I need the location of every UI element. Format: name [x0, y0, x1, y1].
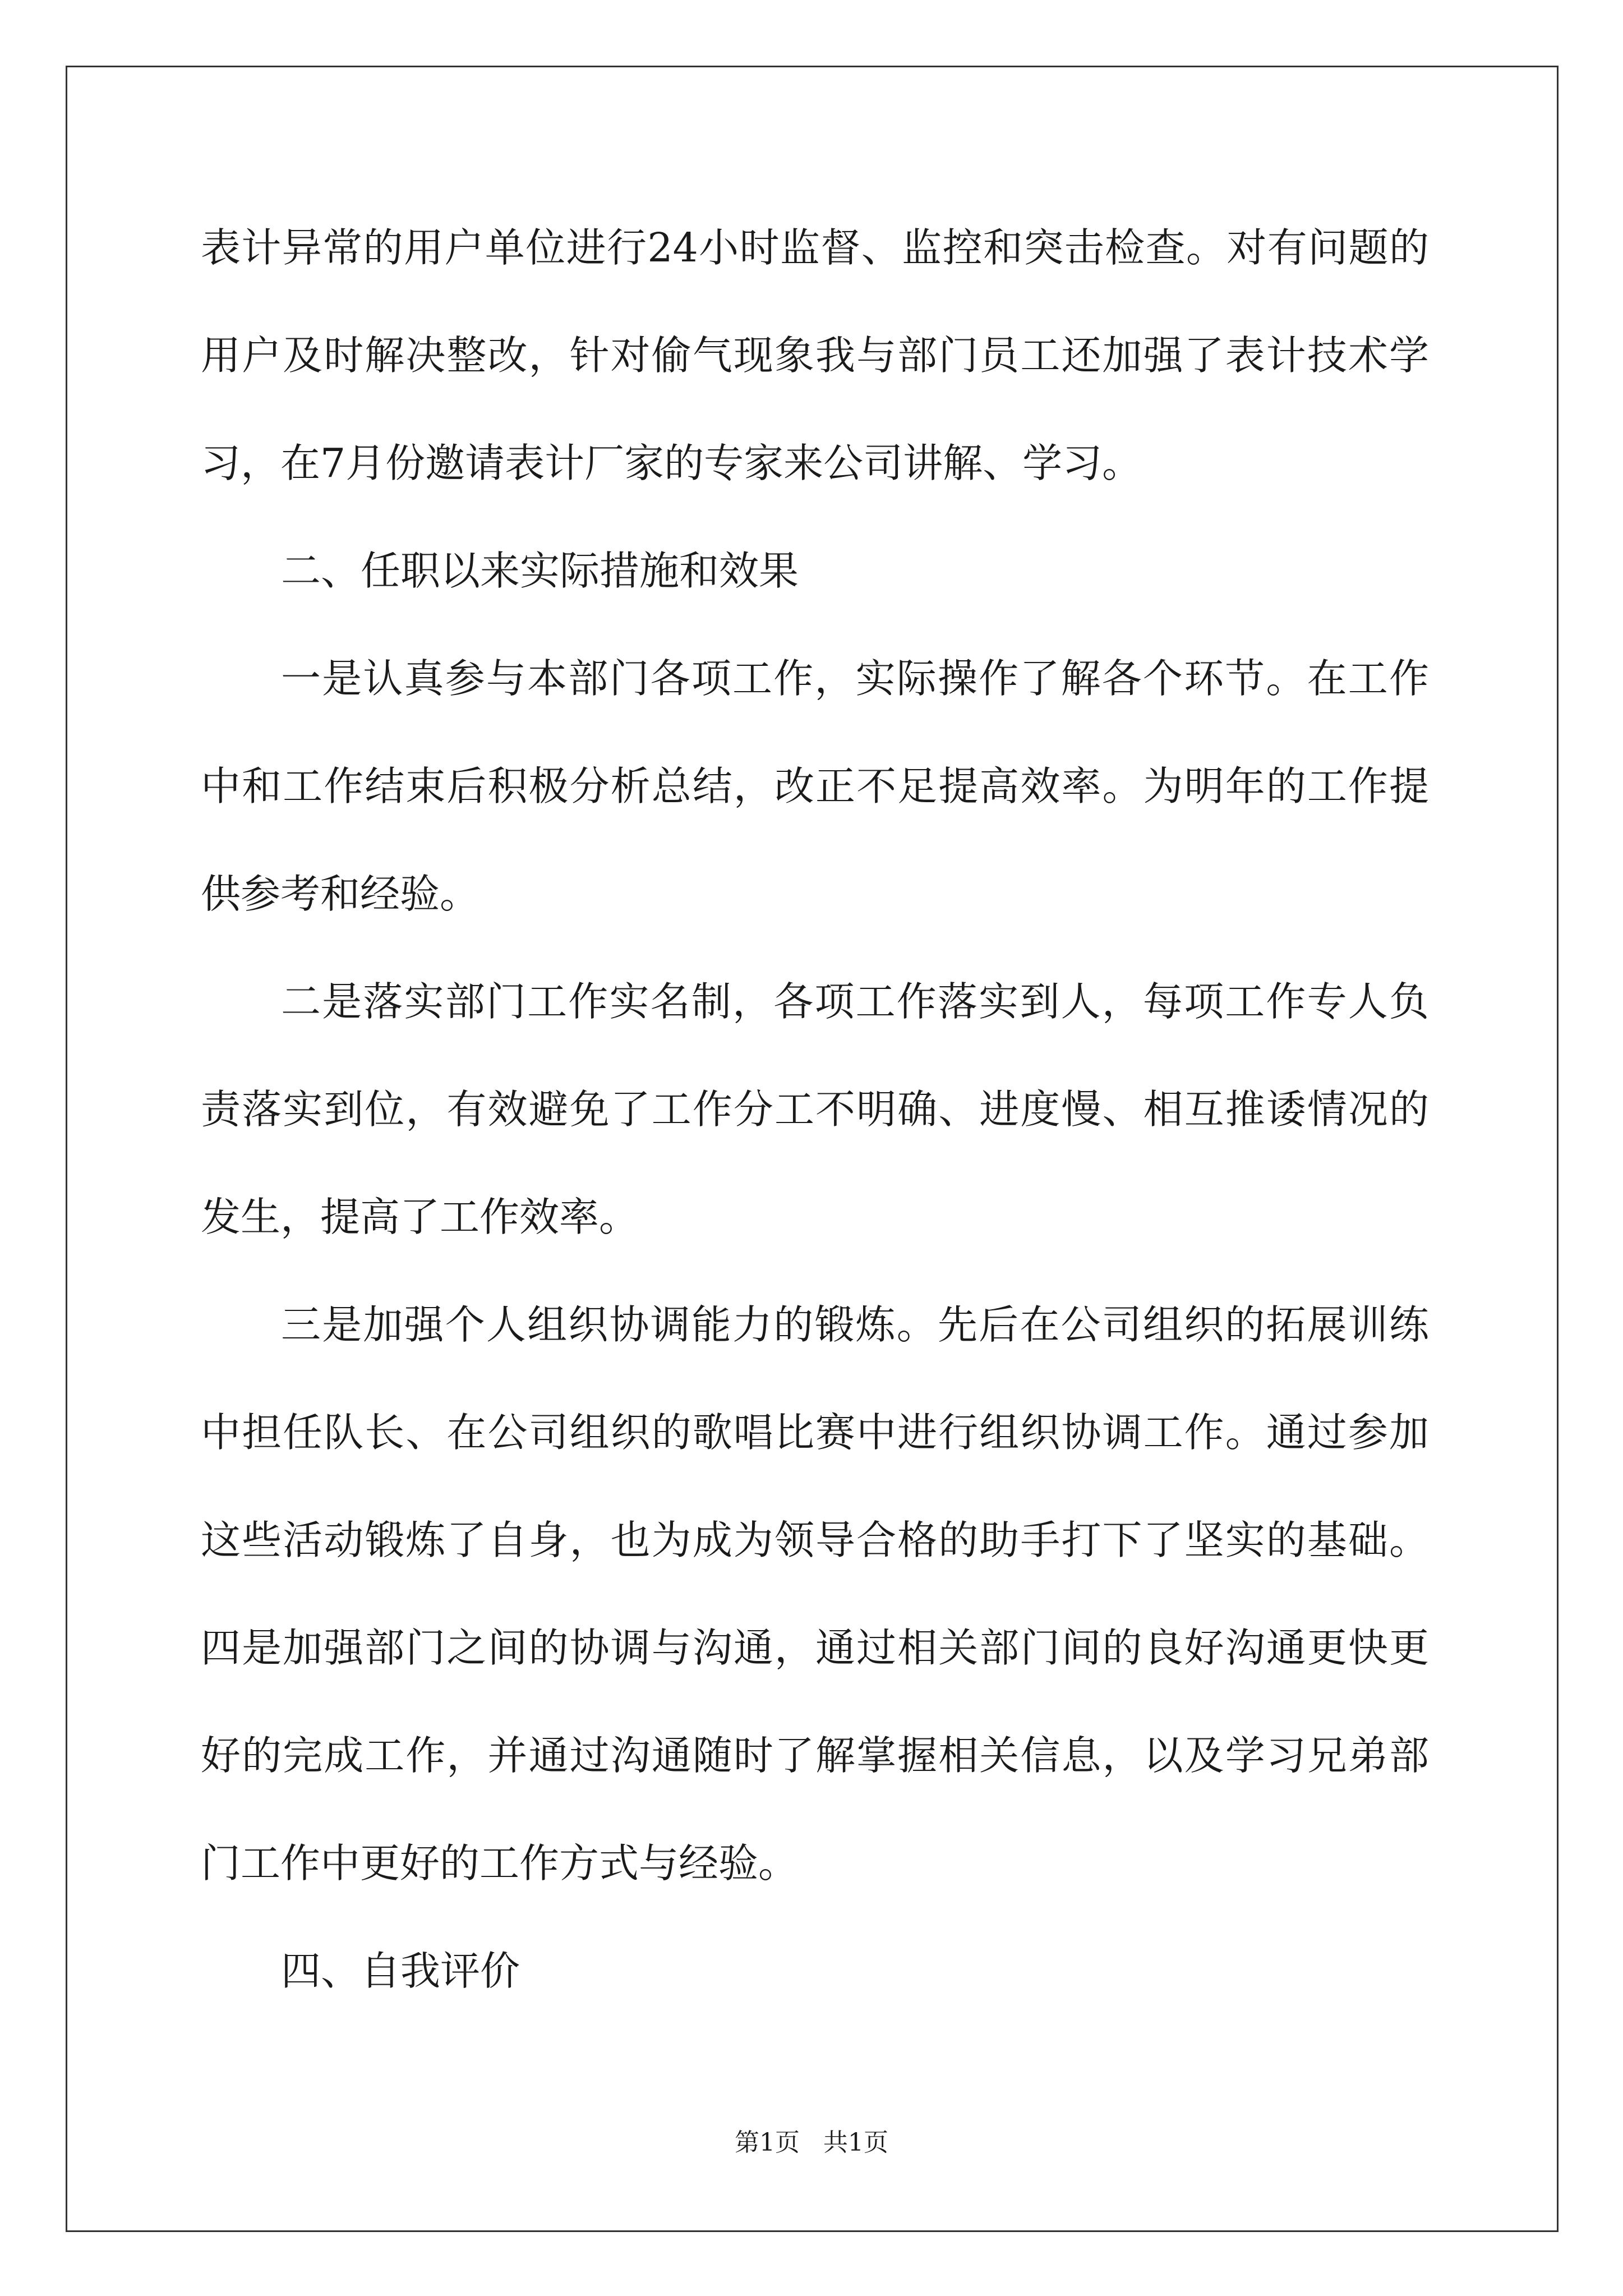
text-line: 中担任队长、在公司组织的歌唱比赛中进行组织协调工作。通过参加	[201, 1409, 1429, 1456]
text-line: 一是认真参与本部门各项工作，实际操作了解各个环节。在工作	[281, 655, 1429, 702]
text-line: 责落实到位，有效避免了工作分工不明确、进度慢、相互推诿情况的	[201, 1086, 1429, 1133]
text-line: 好的完成工作，并通过沟通随时了解掌握相关信息，以及学习兄弟部	[201, 1732, 1429, 1779]
section-heading: 四、自我评价	[281, 1948, 520, 1994]
text-line: 用户及时解决整改，针对偷气现象我与部门员工还加强了表计技术学	[201, 332, 1429, 379]
text-line: 发生，提高了工作效率。	[201, 1194, 639, 1240]
page-footer	[0, 2126, 1623, 2160]
text-line: 四是加强部门之间的协调与沟通，通过相关部门间的良好沟通更快更	[201, 1625, 1429, 1671]
text-line: 供参考和经验。	[201, 871, 480, 917]
text-line: 二是落实部门工作实名制，各项工作落实到人，每项工作专人负	[281, 978, 1429, 1025]
text-line: 习，在7月份邀请表计厂家的专家来公司讲解、学习。	[201, 440, 1142, 486]
text-line: 表计异常的用户单位进行24小时监督、监控和突击检查。对有问题的	[201, 224, 1429, 271]
text-line: 三是加强个人组织协调能力的锻炼。先后在公司组织的拓展训练	[281, 1301, 1429, 1348]
text-line: 门工作中更好的工作方式与经验。	[201, 1840, 799, 1887]
text-line: 中和工作结束后积极分析总结，改正不足提高效率。为明年的工作提	[201, 763, 1429, 809]
page-number: 第1页	[735, 2128, 800, 2157]
page-total: 共1页	[823, 2128, 888, 2157]
section-heading: 二、任职以来实际措施和效果	[281, 547, 799, 594]
page-border	[66, 66, 1559, 2232]
text-line: 这些活动锻炼了自身，也为成为领导合格的助手打下了坚实的基础。	[201, 1517, 1429, 1563]
